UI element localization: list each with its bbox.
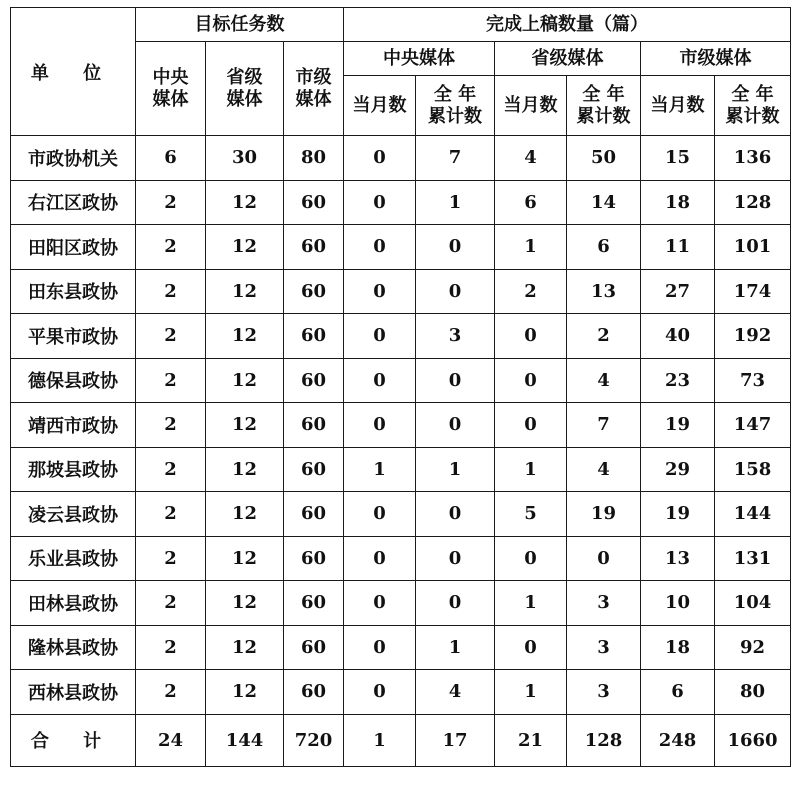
target-municipal-cell: 60 (284, 225, 344, 270)
central-monthly-header: 当月数 (344, 76, 416, 136)
total-row (11, 714, 791, 766)
central-monthly-cell: 0 (344, 536, 416, 581)
unit-name-cell: 田林县政协 (11, 581, 136, 626)
municipal-annual-cell: 158 (715, 447, 791, 492)
central-annual-cell: 0 (416, 358, 495, 403)
target-municipal-cell: 60 (284, 403, 344, 448)
target-central-cell: 2 (136, 180, 206, 225)
target-municipal-cell: 60 (284, 269, 344, 314)
total-target-provincial-cell: 144 (206, 714, 284, 766)
municipal-monthly-cell: 29 (641, 447, 715, 492)
central-annual-cell: 0 (416, 225, 495, 270)
target-central-cell: 2 (136, 403, 206, 448)
target-municipal-cell: 60 (284, 447, 344, 492)
municipal-annual-cell: 144 (715, 492, 791, 537)
target-central-cell: 6 (136, 136, 206, 181)
provincial-annual-cell: 7 (567, 403, 641, 448)
table-row (11, 536, 791, 581)
central-annual-cell: 4 (416, 670, 495, 715)
provincial-monthly-cell: 6 (495, 180, 567, 225)
target-central-line2: 媒体 (152, 88, 189, 110)
provincial-monthly-cell: 1 (495, 581, 567, 626)
provincial-annual-header (567, 76, 641, 136)
central-monthly-cell: 0 (344, 625, 416, 670)
target-central-cell: 2 (136, 447, 206, 492)
target-provincial-cell: 12 (206, 447, 284, 492)
central-monthly-cell: 0 (344, 492, 416, 537)
target-provincial-cell: 12 (206, 269, 284, 314)
central-monthly-cell: 0 (344, 581, 416, 626)
table-row (11, 180, 791, 225)
provincial-annual-cell: 3 (567, 670, 641, 715)
central-annual-cell: 1 (416, 625, 495, 670)
municipal-monthly-cell: 15 (641, 136, 715, 181)
table-row (11, 625, 791, 670)
municipal-annual-cell: 92 (715, 625, 791, 670)
target-provincial-line1: 省级 (226, 66, 263, 88)
municipal-annual-cell: 128 (715, 180, 791, 225)
municipal-monthly-cell: 27 (641, 269, 715, 314)
municipal-annual-cell: 174 (715, 269, 791, 314)
central-annual-cell: 0 (416, 492, 495, 537)
target-provincial-cell: 12 (206, 358, 284, 403)
provincial-media-header: 省级媒体 (495, 42, 641, 76)
target-provincial-header (206, 42, 284, 136)
table-row (11, 225, 791, 270)
target-provincial-cell: 12 (206, 625, 284, 670)
provincial-monthly-cell: 1 (495, 670, 567, 715)
municipal-monthly-cell: 10 (641, 581, 715, 626)
target-central-cell: 2 (136, 670, 206, 715)
municipal-media-header: 市级媒体 (641, 42, 791, 76)
total-provincial-monthly-cell: 21 (495, 714, 567, 766)
media-publication-table (10, 7, 791, 767)
table-row (11, 447, 791, 492)
target-provincial-cell: 12 (206, 581, 284, 626)
provincial-annual-cell: 4 (567, 358, 641, 403)
central-annual-line1: 全 年 (433, 83, 477, 105)
table-row (11, 403, 791, 448)
target-provincial-cell: 12 (206, 314, 284, 359)
target-provincial-cell: 12 (206, 403, 284, 448)
provincial-annual-cell: 14 (567, 180, 641, 225)
central-media-header: 中央媒体 (344, 42, 495, 76)
central-monthly-cell: 0 (344, 403, 416, 448)
target-municipal-cell: 60 (284, 492, 344, 537)
total-label-cell: 合 计 (11, 714, 136, 766)
provincial-monthly-cell: 0 (495, 625, 567, 670)
header-row-1 (11, 8, 791, 42)
total-municipal-annual-cell: 1660 (715, 714, 791, 766)
central-monthly-cell: 0 (344, 358, 416, 403)
municipal-annual-cell: 101 (715, 225, 791, 270)
municipal-annual-cell: 147 (715, 403, 791, 448)
municipal-monthly-cell: 23 (641, 358, 715, 403)
provincial-monthly-cell: 0 (495, 358, 567, 403)
provincial-monthly-cell: 5 (495, 492, 567, 537)
provincial-annual-cell: 6 (567, 225, 641, 270)
target-provincial-cell: 12 (206, 180, 284, 225)
central-annual-cell: 7 (416, 136, 495, 181)
municipal-annual-cell: 104 (715, 581, 791, 626)
target-municipal-cell: 60 (284, 581, 344, 626)
provincial-annual-cell: 3 (567, 625, 641, 670)
provincial-monthly-cell: 1 (495, 225, 567, 270)
target-central-cell: 2 (136, 492, 206, 537)
central-monthly-cell: 0 (344, 225, 416, 270)
provincial-annual-line1: 全 年 (582, 83, 625, 105)
municipal-monthly-header: 当月数 (641, 76, 715, 136)
target-central-cell: 2 (136, 536, 206, 581)
municipal-monthly-cell: 40 (641, 314, 715, 359)
municipal-annual-cell: 73 (715, 358, 791, 403)
central-annual-cell: 0 (416, 403, 495, 448)
unit-name-cell: 靖西市政协 (11, 403, 136, 448)
provincial-monthly-cell: 0 (495, 536, 567, 581)
target-municipal-cell: 60 (284, 625, 344, 670)
table-row (11, 314, 791, 359)
target-municipal-cell: 80 (284, 136, 344, 181)
target-provincial-line2: 媒体 (226, 88, 263, 110)
provincial-monthly-header: 当月数 (495, 76, 567, 136)
municipal-monthly-cell: 18 (641, 180, 715, 225)
target-municipal-cell: 60 (284, 314, 344, 359)
central-annual-cell: 0 (416, 269, 495, 314)
target-central-line1: 中央 (152, 66, 189, 88)
target-municipal-cell: 60 (284, 670, 344, 715)
total-central-monthly-cell: 1 (344, 714, 416, 766)
table-row (11, 136, 791, 181)
target-municipal-cell: 60 (284, 358, 344, 403)
provincial-monthly-cell: 0 (495, 314, 567, 359)
provincial-annual-cell: 50 (567, 136, 641, 181)
provincial-annual-cell: 4 (567, 447, 641, 492)
provincial-annual-cell: 2 (567, 314, 641, 359)
provincial-monthly-cell: 2 (495, 269, 567, 314)
provincial-monthly-cell: 4 (495, 136, 567, 181)
municipal-annual-cell: 192 (715, 314, 791, 359)
municipal-annual-cell: 80 (715, 670, 791, 715)
central-annual-cell: 0 (416, 581, 495, 626)
central-annual-cell: 0 (416, 536, 495, 581)
central-annual-cell: 1 (416, 447, 495, 492)
provincial-monthly-cell: 0 (495, 403, 567, 448)
target-central-cell: 2 (136, 269, 206, 314)
target-provincial-cell: 30 (206, 136, 284, 181)
central-annual-header (416, 76, 495, 136)
central-monthly-cell: 0 (344, 180, 416, 225)
provincial-annual-cell: 19 (567, 492, 641, 537)
municipal-annual-line2: 累计数 (725, 105, 780, 127)
municipal-annual-line1: 全 年 (731, 83, 774, 105)
target-central-cell: 2 (136, 314, 206, 359)
target-provincial-cell: 12 (206, 225, 284, 270)
unit-name-cell: 凌云县政协 (11, 492, 136, 537)
table-row (11, 670, 791, 715)
target-central-cell: 2 (136, 358, 206, 403)
municipal-monthly-cell: 19 (641, 492, 715, 537)
target-central-cell: 2 (136, 625, 206, 670)
target-municipal-header (284, 42, 344, 136)
central-annual-line2: 累计数 (428, 105, 483, 127)
municipal-monthly-cell: 19 (641, 403, 715, 448)
central-monthly-cell: 0 (344, 670, 416, 715)
table-row (11, 581, 791, 626)
municipal-monthly-cell: 18 (641, 625, 715, 670)
provincial-annual-cell: 0 (567, 536, 641, 581)
central-monthly-cell: 0 (344, 269, 416, 314)
municipal-monthly-cell: 6 (641, 670, 715, 715)
municipal-monthly-cell: 11 (641, 225, 715, 270)
unit-name-cell: 右江区政协 (11, 180, 136, 225)
municipal-annual-cell: 136 (715, 136, 791, 181)
target-municipal-cell: 60 (284, 536, 344, 581)
target-municipal-cell: 60 (284, 180, 344, 225)
unit-name-cell: 市政协机关 (11, 136, 136, 181)
table-row (11, 358, 791, 403)
target-municipal-line2: 媒体 (295, 88, 332, 110)
central-monthly-cell: 0 (344, 136, 416, 181)
provincial-monthly-cell: 1 (495, 447, 567, 492)
provincial-annual-cell: 13 (567, 269, 641, 314)
total-central-annual-cell: 17 (416, 714, 495, 766)
target-municipal-line1: 市级 (295, 66, 332, 88)
central-monthly-cell: 0 (344, 314, 416, 359)
target-provincial-cell: 12 (206, 536, 284, 581)
unit-name-cell: 平果市政协 (11, 314, 136, 359)
completed-group-header: 完成上稿数量（篇） (344, 8, 791, 42)
target-provincial-cell: 12 (206, 492, 284, 537)
unit-name-cell: 德保县政协 (11, 358, 136, 403)
target-central-cell: 2 (136, 225, 206, 270)
municipal-annual-header (715, 76, 791, 136)
total-municipal-monthly-cell: 248 (641, 714, 715, 766)
unit-name-cell: 那坡县政协 (11, 447, 136, 492)
unit-name-cell: 乐业县政协 (11, 536, 136, 581)
unit-name-cell: 田东县政协 (11, 269, 136, 314)
target-group-header: 目标任务数 (136, 8, 344, 42)
municipal-monthly-cell: 13 (641, 536, 715, 581)
unit-name-cell: 隆林县政协 (11, 625, 136, 670)
unit-header: 单 位 (11, 8, 136, 136)
provincial-annual-cell: 3 (567, 581, 641, 626)
central-annual-cell: 1 (416, 180, 495, 225)
central-monthly-cell: 1 (344, 447, 416, 492)
target-central-cell: 2 (136, 581, 206, 626)
total-provincial-annual-cell: 128 (567, 714, 641, 766)
municipal-annual-cell: 131 (715, 536, 791, 581)
target-provincial-cell: 12 (206, 670, 284, 715)
stats-sheet (10, 7, 790, 777)
unit-name-cell: 田阳区政协 (11, 225, 136, 270)
provincial-annual-line2: 累计数 (576, 105, 631, 127)
target-central-header (136, 42, 206, 136)
table-row (11, 492, 791, 537)
total-target-municipal-cell: 720 (284, 714, 344, 766)
central-annual-cell: 3 (416, 314, 495, 359)
total-target-central-cell: 24 (136, 714, 206, 766)
unit-name-cell: 西林县政协 (11, 670, 136, 715)
table-row (11, 269, 791, 314)
